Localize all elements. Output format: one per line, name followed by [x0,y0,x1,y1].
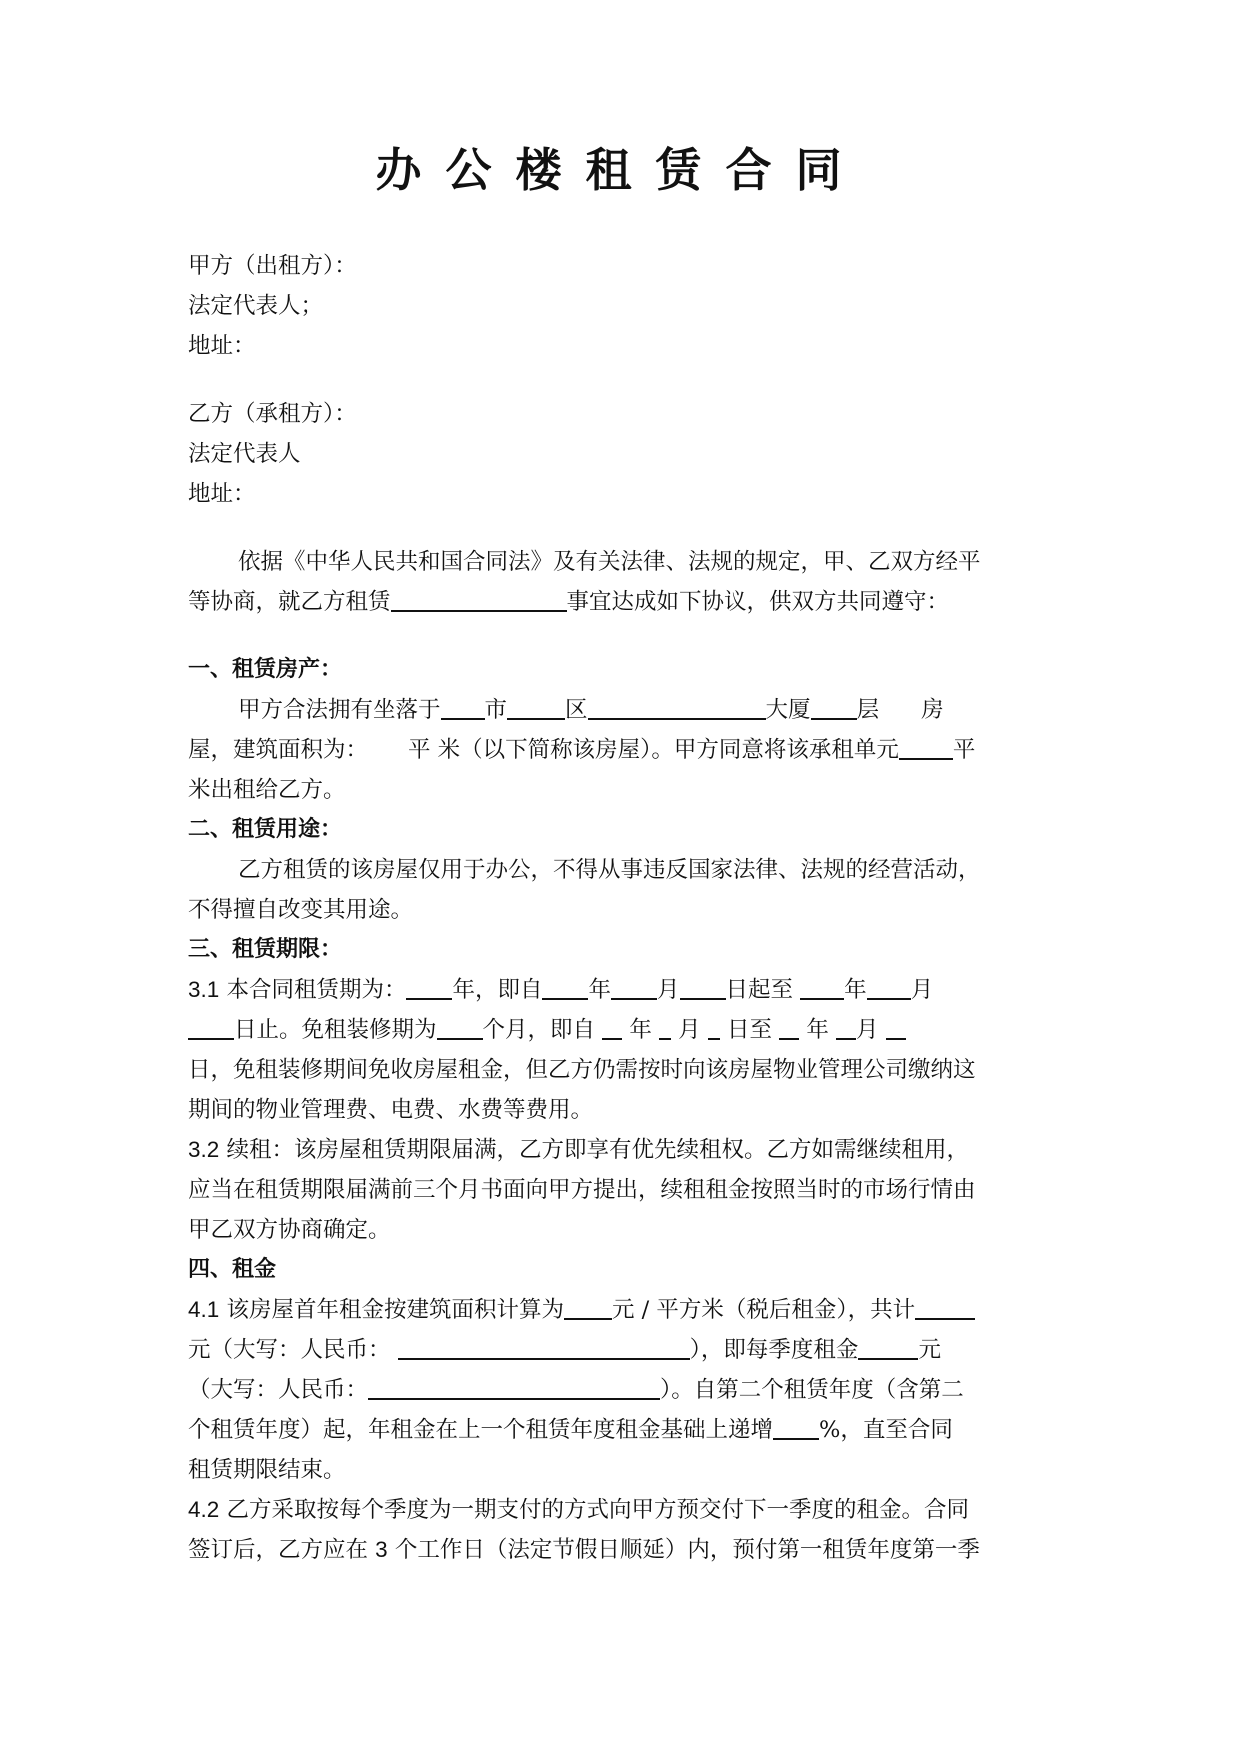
blank-field [441,692,485,720]
clause-4-1-line-4 [188,1410,1050,1450]
blank-field [188,1012,234,1040]
blank-field [708,1012,720,1040]
clause-text: %，直至合同 [819,1417,953,1443]
blank-field [564,1292,612,1320]
clause-4-2-line-2 [188,1530,1050,1570]
section-heading-1: 一、租赁房产： [188,657,343,682]
clause-4-1-line-3 [188,1370,1050,1410]
clause-4-1-line-5: 租赁期限结束。 [188,1457,346,1483]
clause-text: 本合同租赁期为： [226,977,407,1003]
clause-text: 市 [484,697,508,723]
clause-text: 月 [910,977,934,1003]
clause-3-2-line-1 [188,1130,1050,1170]
clause-3-1-line-4: 期间的物业管理费、电费、水费等费用。 [188,1097,594,1123]
clause-text: 个月，即自 [482,1017,596,1043]
blank-field [391,584,567,612]
clause-text: 元 / 平方米（税后租金），共计 [611,1297,916,1323]
clause-number: 3.2 [188,1137,220,1162]
clause-3-1-line-3: 日，免租装修期间免收房屋租金，但乙方仍需按时向该房屋物业管理公司缴纳这 [188,1057,976,1083]
clause-3-2-line-3: 甲乙双方协商确定。 [188,1217,391,1243]
clause-text: 年 [629,1017,652,1043]
preamble-text: 事宜达成如下协议，供双方共同遵守： [566,589,950,615]
blank-field [858,1332,918,1360]
section-1-line-1 [188,690,1050,730]
section-2-line-1: 乙方租赁的该房屋仅用于办公，不得从事违反国家法律、法规的经营活动， [238,857,981,883]
clause-text: 甲方合法拥有坐落于 [238,697,441,723]
blank-field [368,1372,660,1400]
section-1-line-2 [188,730,1050,770]
blank-field [800,972,844,1000]
clause-text: 个租赁年度）起，年租金在上一个租赁年度租金基础上递增 [188,1417,774,1443]
clause-text: 个工作日（法定节假日顺延）内，预付第一租赁年度第一季 [394,1537,980,1563]
clause-text: 屋，建筑面积为： [188,737,369,763]
page-title: 办公楼租赁合同 [375,143,866,197]
section-2-line-2: 不得擅自改变其用途。 [188,897,414,923]
clause-text: 续租：该房屋租赁期限届满，乙方即享有优先续租权。乙方如需继续租用， [226,1137,969,1163]
clause-number: 4.1 [188,1297,220,1322]
clause-text: 年 [806,1017,829,1043]
blank-field [406,972,452,1000]
party-a-address: 地址： [188,333,256,359]
clause-text: 房 [921,697,944,723]
party-a-label: 甲方（出租方）： [188,253,357,279]
clause-text: 元 [918,1337,941,1363]
section-heading-3: 三、租赁期限： [188,937,343,962]
clause-text: 大厦 [765,697,811,723]
clause-text: 区 [565,697,588,723]
clause-text: ）。自第二个租赁年度（含第二 [660,1377,964,1403]
clause-text: 日止。免租装修期为 [234,1017,437,1043]
clause-text: ），即每季度租金 [689,1337,859,1363]
blank-field [915,1292,975,1320]
blank-field [588,692,766,720]
clause-text: 日至 [727,1017,773,1043]
blank-field [659,1012,671,1040]
clause-number: 3 [375,1537,388,1562]
clause-text: 日起至 [725,977,794,1003]
clause-text: 元（大写：人民币： [188,1337,391,1363]
party-b-label: 乙方（承租方）： [188,401,357,427]
clause-text: 平 米（以下简称该房屋）。甲方同意将该承租单元 [408,737,899,763]
blank-field [542,972,588,1000]
party-a-representative: 法定代表人； [188,293,324,319]
clause-4-1-line-1 [188,1290,1050,1330]
blank-field [680,972,726,1000]
clause-3-2-line-2: 应当在租赁期限届满前三个月书面向甲方提出，续租租金按照当时的市场行情由 [188,1177,976,1203]
party-b-address: 地址： [188,481,256,507]
preamble-text: 等协商，就乙方租赁 [188,589,391,615]
clause-text: 月 [678,1017,701,1043]
party-b-representative: 法定代表人 [188,441,301,467]
blank-field [886,1012,906,1040]
preamble-line-2 [188,582,1050,622]
blank-field [836,1012,856,1040]
section-1-line-3: 米出租给乙方。 [188,777,346,803]
blank-field [611,972,657,1000]
blank-field [398,1332,690,1360]
clause-text: 年 [588,977,611,1003]
clause-text: 签订后，乙方应在 [188,1537,369,1563]
clause-text: 月 [856,1017,879,1043]
blank-field [867,972,911,1000]
section-heading-2: 二、租赁用途： [188,817,343,842]
blank-field [507,692,565,720]
blank-field [602,1012,622,1040]
clause-text: 该房屋首年租金按建筑面积计算为 [226,1297,564,1323]
blank-field [437,1012,483,1040]
clause-number: 3.1 [188,977,220,1002]
clause-4-1-line-2 [188,1330,1050,1370]
blank-field [773,1412,819,1440]
blank-field [899,732,953,760]
clause-3-1-line-1 [188,970,1050,1010]
clause-text: 层 [856,697,880,723]
clause-3-1-line-2 [188,1010,1050,1050]
blank-field [811,692,857,720]
section-heading-4: 四、租金 [188,1257,277,1282]
clause-text: 平 [952,737,976,763]
clause-text: 年，即自 [452,977,543,1003]
clause-number: 4.2 [188,1497,220,1522]
clause-text: 年 [844,977,867,1003]
preamble-line-1: 依据《中华人民共和国合同法》及有关法律、法规的规定，甲、乙双方经平 [238,549,981,575]
contract-body [188,246,1050,1570]
clause-text: 乙方采取按每个季度为一期支付的方式向甲方预交付下一季度的租金。合同 [226,1497,969,1523]
clause-4-2-line-1 [188,1490,1050,1530]
clause-text: 月 [656,977,680,1003]
blank-field [779,1012,799,1040]
clause-text: （大写：人民币： [188,1377,369,1403]
